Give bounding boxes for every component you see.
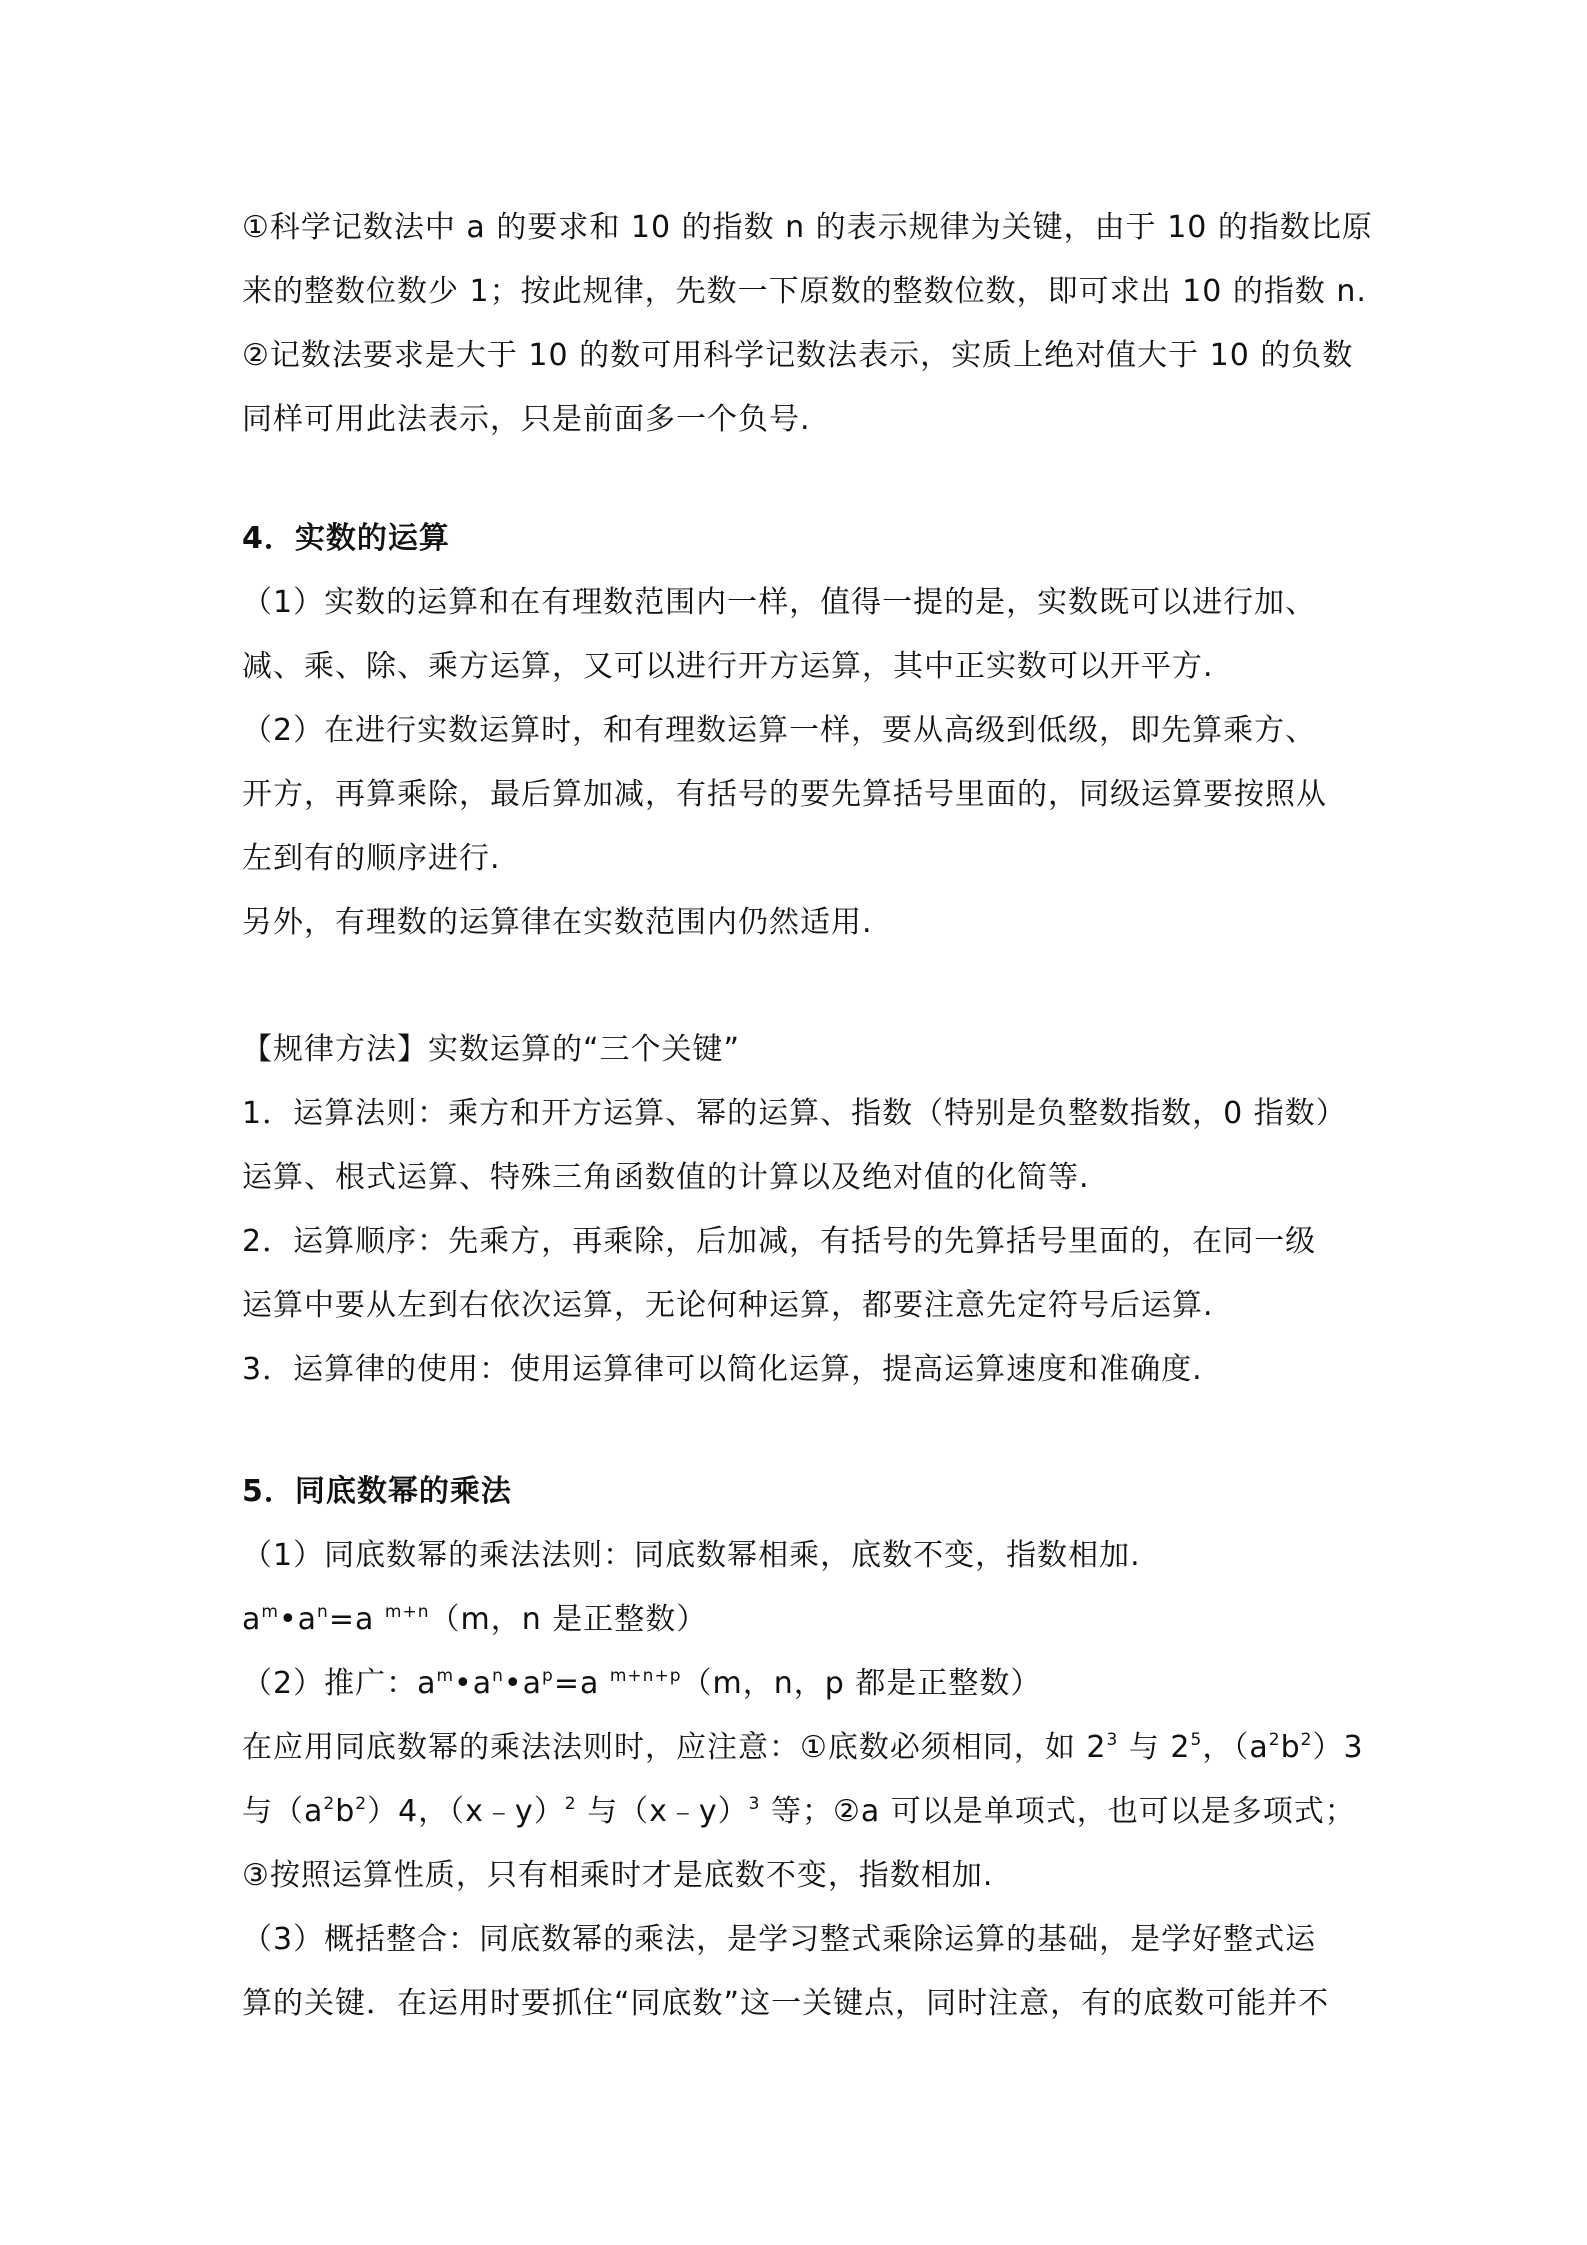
note-exponent: 3 (1106, 1730, 1119, 1750)
note-exponent: 2 (355, 1794, 368, 1814)
formula-condition: （m，n 是正整数） (429, 1602, 708, 1637)
method-line: 运算中要从左到右依次运算，无论何种运算，都要注意先定符号后运算. (242, 1288, 1214, 1323)
method-line: 3．运算律的使用：使用运算律可以简化运算，提高运算速度和准确度. (242, 1352, 1203, 1387)
intro-line: ②记数法要求是大于 10 的数可用科学记数法表示，实质上绝对值大于 10 的负数 (242, 338, 1354, 373)
note-exponent: 3 (748, 1794, 761, 1814)
formula-dot: • (503, 1666, 523, 1701)
formula-base: a (472, 1666, 493, 1701)
formula-exponent: m+n+p (609, 1666, 682, 1686)
note-text: b (335, 1794, 356, 1829)
method-line: 2．运算顺序：先乘方，再乘除，后加减，有括号的先算括号里面的，在同一级 (242, 1224, 1317, 1259)
section-4-heading: 4．实数的运算 (242, 521, 450, 556)
note-line (242, 1716, 1362, 1780)
note-exponent: 2 (1268, 1730, 1281, 1750)
note-text: ，（a (1202, 1730, 1269, 1765)
section-4-line: 左到有的顺序进行. (242, 841, 501, 876)
method-heading: 【规律方法】实数运算的“三个关键” (242, 1032, 741, 1067)
section-4-line: 开方，再算乘除，最后算加减，有括号的要先算括号里面的，同级运算要按照从 (242, 777, 1327, 812)
note-exponent: 2 (564, 1794, 577, 1814)
intro-line: 来的整数位数少 1；按此规律，先数一下原数的整数位数，即可求出 10 的指数 n. (242, 274, 1367, 309)
formula-exponent: n (492, 1666, 504, 1686)
formula-exponent: m (261, 1602, 279, 1622)
note-text: ）4，（x﹣y） (367, 1794, 565, 1829)
intro-block (242, 196, 1373, 452)
formula-base: a (242, 1602, 262, 1637)
section-4 (242, 507, 1362, 955)
formula-exponent: m+n (384, 1602, 430, 1622)
note-exponent: 2 (1300, 1730, 1313, 1750)
formula-exponent: p (542, 1666, 554, 1686)
formula-exponent: n (317, 1602, 329, 1622)
formula-condition: （m，n，p 都是正整数） (681, 1666, 1042, 1701)
note-text: 与（a (242, 1794, 324, 1829)
section-4-line: （1）实数的运算和在有理数范围内一样，值得一提的是，实数既可以进行加、 (242, 585, 1317, 620)
method-line: 1．运算法则：乘方和开方运算、幂的运算、指数（特别是负整数指数，0 指数） (242, 1096, 1347, 1131)
method-line: 运算、根式运算、特殊三角函数值的计算以及绝对值的化简等. (242, 1160, 1090, 1195)
formula-generalization (242, 1652, 1362, 1716)
formula-prefix: （2）推广： (242, 1666, 418, 1701)
note-exponent: 2 (323, 1794, 336, 1814)
method-block (242, 1018, 1362, 1402)
section-5-line: ③按照运算性质，只有相乘时才是底数不变，指数相加. (242, 1858, 994, 1893)
section-4-line: 减、乘、除、乘方运算，又可以进行开方运算，其中正实数可以开平方. (242, 649, 1214, 684)
formula-base: a (417, 1666, 437, 1701)
section-5-rule-line: （1）同底数幂的乘法法则：同底数幂相乘，底数不变，指数相加. (242, 1538, 1141, 1573)
section-5-line: （3）概括整合：同底数幂的乘法，是学习整式乘除运算的基础，是学好整式运 (242, 1922, 1317, 1957)
formula-product-rule (242, 1588, 1362, 1652)
note-text: 在应用同底数幂的乘法法则时，应注意：①底数必须相同，如 2 (242, 1730, 1107, 1765)
intro-line: 同样可用此法表示，只是前面多一个负号. (242, 402, 811, 437)
section-5 (242, 1460, 1362, 2036)
note-line (242, 1780, 1362, 1844)
formula-dot: • (278, 1602, 298, 1637)
section-4-line: 另外，有理数的运算律在实数范围内仍然适用. (242, 905, 873, 940)
formula-base: a (522, 1666, 543, 1701)
intro-line: ①科学记数法中 a 的要求和 10 的指数 n 的表示规律为关键，由于 10 的指数比原 (242, 210, 1373, 245)
note-text: ）3 (1312, 1730, 1364, 1765)
section-5-line: 算的关键．在运用时要抓住“同底数”这一关键点，同时注意，有的底数可能并不 (242, 1986, 1330, 2021)
section-5-heading: 5．同底数幂的乘法 (242, 1474, 512, 1509)
note-text: 与（x﹣y） (576, 1794, 749, 1829)
note-exponent: 5 (1190, 1730, 1203, 1750)
document-body (242, 196, 1373, 2036)
note-text: 等；②a 可以是单项式，也可以是多项式； (760, 1794, 1356, 1829)
note-text: b (1280, 1730, 1301, 1765)
note-text: 与 2 (1118, 1730, 1191, 1765)
formula-equals: =a (328, 1602, 385, 1637)
formula-base: a (297, 1602, 318, 1637)
formula-equals: =a (553, 1666, 610, 1701)
formula-exponent: m (436, 1666, 455, 1686)
section-4-line: （2）在进行实数运算时，和有理数运算一样，要从高级到低级，即先算乘方、 (242, 713, 1317, 748)
formula-dot: • (454, 1666, 473, 1701)
